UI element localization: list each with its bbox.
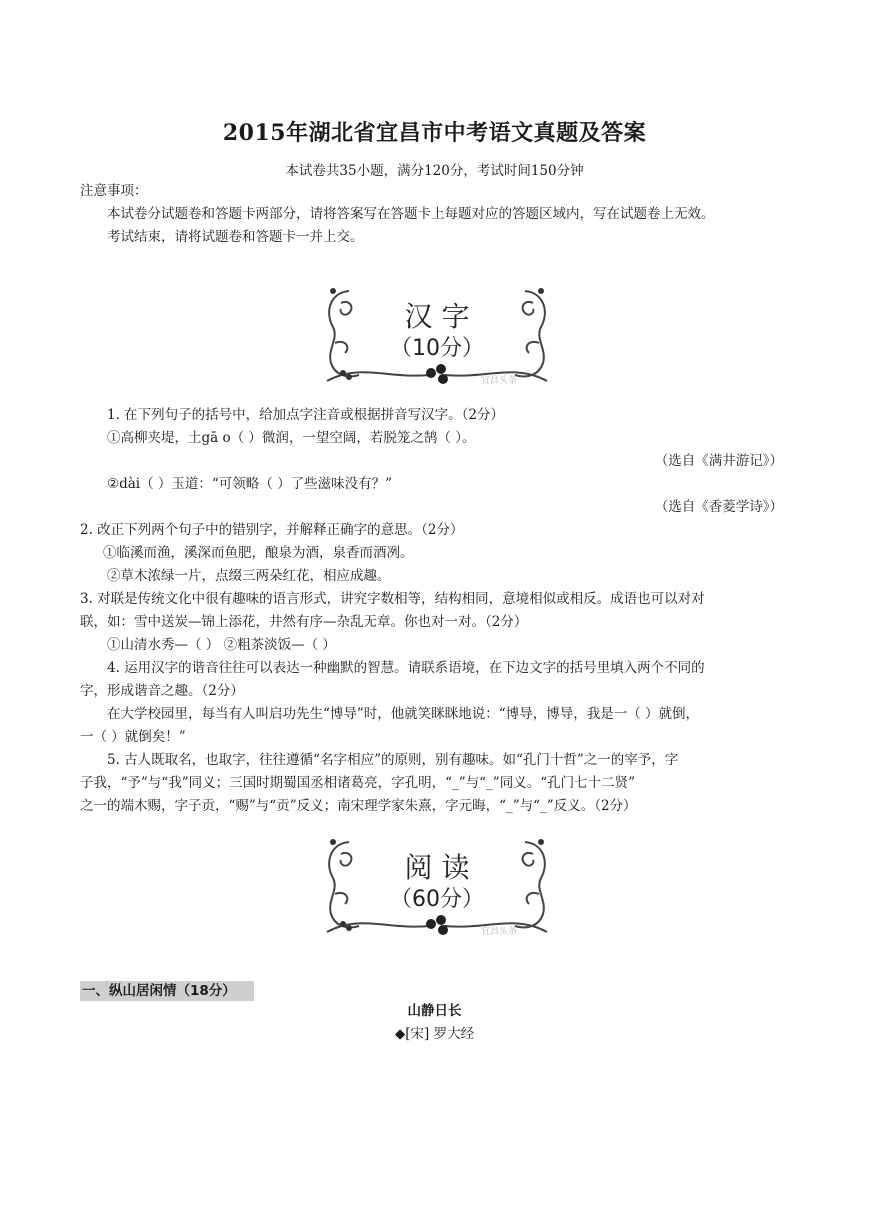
q3-line-3: ①山清水秀—（ ） ②粗茶淡饭—（ ） [107, 637, 336, 653]
q4-line-3: 在大学校园里，每当有人叫启功先生“博导”时，他就笑眯眯地说：“博导，博导，我是一（ ）就倒， [107, 706, 699, 722]
q4-line-1: 4. 运用汉字的谐音往往可以表达一种幽默的智慧。请联系语境，在下边文字的括号里填入两个不同的 [107, 660, 705, 676]
q5-line-1: 5. 古人既取名，也取字，往往遵循“名字相应”的原则，别有趣味。如“孔门十哲”之一的宰予，字 [107, 752, 679, 768]
q5-line-3: 之一的端木赐，字子贡，“赐”与“贡”反义；南宋理学家朱熹，字元晦，“_”与“_”反义。（2分） [80, 798, 637, 814]
q4-line-2: 字，形成谐音之趣。（2分） [80, 683, 244, 699]
banner-score: （10分） [390, 336, 484, 361]
poem-title: 山静日长 [407, 1003, 462, 1019]
watermark: 宜昌头条 [481, 927, 518, 937]
q3-line-1: 3. 对联是传统文化中很有趣味的语言形式，讲究字数相等，结构相同，意境相似或相反。成语也可以对对 [80, 591, 705, 607]
section-banner-hanzi [319, 283, 555, 393]
q2-item-1: ①临溪而渔，溪深而鱼肥，酿泉为酒，泉香而酒冽。 [103, 545, 414, 561]
q2-stem: 2. 改正下列两个句子中的错别字，并解释正确字的意思。（2分） [80, 522, 464, 538]
q2-item-2: ②草木浓绿一片，点缀三两朵红花，相应成趣。 [107, 568, 391, 584]
poem-author: ◆[宋] 罗大经 [394, 1026, 475, 1042]
q1-item-1: ①高柳夹堤，土gā o（ ）微润，一望空阔，若脱笼之鹄（ ）。 [107, 430, 476, 446]
notice-line-1: 本试卷分试题卷和答题卡两部分，请将答案写在答题卡上每题对应的答题区域内，写在试题卷上无效。 [107, 206, 715, 222]
exam-info: 本试卷共35小题，满分120分，考试时间150分钟 [285, 163, 584, 179]
q1-source-2: （选自《香菱学诗》） [654, 499, 783, 515]
banner-title: 汉 字 [404, 300, 470, 333]
q4-line-4: 一（ ）就倒矣！” [80, 729, 186, 745]
berry-cluster-icon [426, 915, 448, 935]
q5-line-2: 子我，“予”与“我”同义；三国时期蜀国丞相诸葛亮，字孔明，“_”与“_”同义。“孔门七十二贤” [80, 775, 636, 791]
banner-title: 阅 读 [404, 851, 470, 884]
notice-line-2: 考试结束，请将试题卷和答题卡一并上交。 [107, 229, 364, 245]
watermark: 宜昌头条 [481, 376, 518, 386]
q1-source-1: （选自《满井游记》） [654, 453, 783, 469]
page-title: 2015年湖北省宜昌市中考语文真题及答案 [222, 120, 647, 146]
section-banner-reading [319, 834, 555, 944]
berry-cluster-icon [426, 364, 448, 384]
banner-score: （60分） [390, 887, 484, 912]
q3-line-2: 联，如：雪中送炭—锦上添花，井然有序—杂乱无章。你也对一对。（2分） [80, 614, 528, 630]
q1-item-2: ②dài（ ）玉道：“可领略（ ）了些滋味没有？” [107, 476, 392, 492]
section-heading: 一、纵山居闲情（18分） [80, 981, 254, 1001]
q1-stem: 1. 在下列句子的括号中，给加点字注音或根据拼音写汉字。（2分） [107, 407, 505, 423]
notice-heading: 注意事项： [80, 183, 148, 199]
